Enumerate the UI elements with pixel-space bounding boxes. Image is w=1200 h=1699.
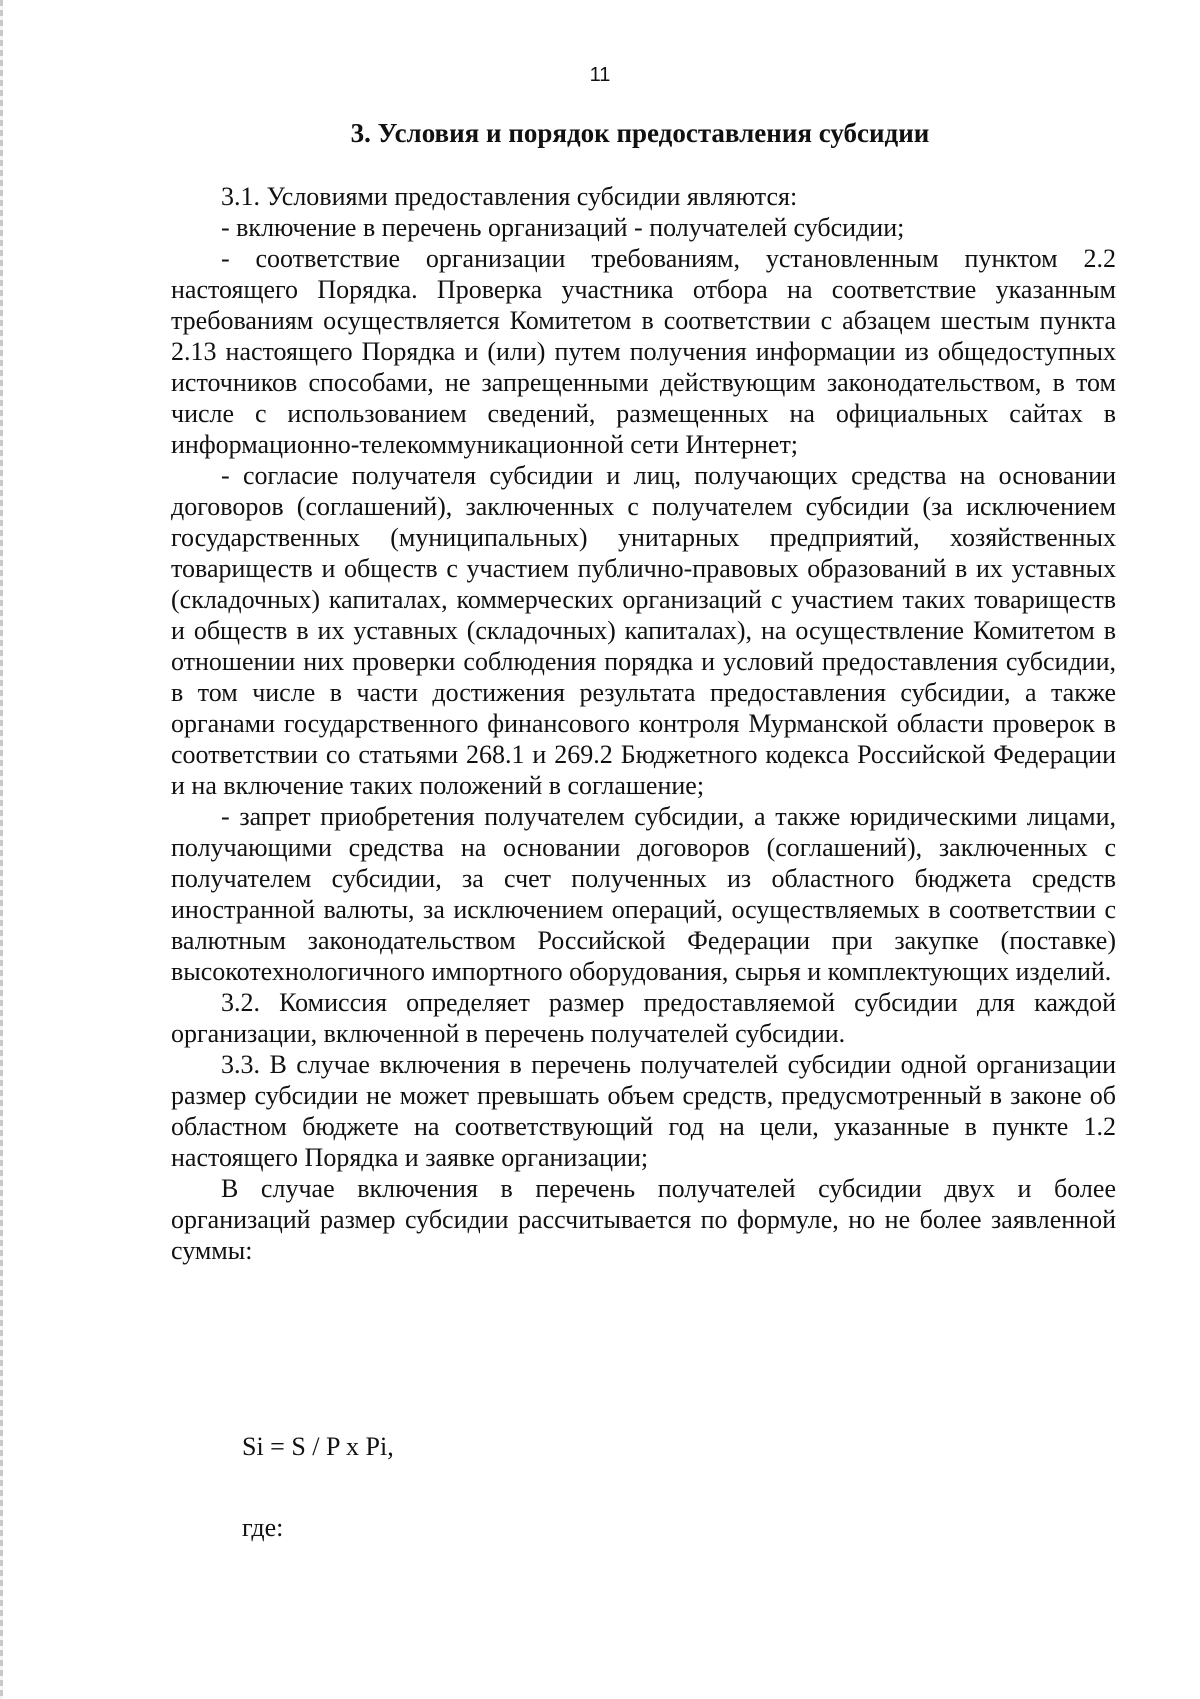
document-body [171,181,1116,1266]
paragraph-3-2: 3.2. Комиссия определяет размер предоставляемой субсидии для каждой организации, включенной в перечень получателей субсидии. [171,988,1116,1048]
section-title: 3. Условия и порядок предоставления субсидии [350,118,930,148]
paragraph-3-1: 3.1. Условиями предоставления субсидии являются: [221,182,798,211]
scan-edge-artifact [0,0,3,1699]
condition-currency-ban: - запрет приобретения получателем субсидии, а также юридическими лицами, получающими средства на основании договоров (соглашений), заключенных с получателем субсидии, за счет полученных из областного бюджета средств иностранной валюты, за исключением операций, осуществляемых в соответствии с валютным законодательством Российской Федерации при закупке (поставке) высокотехнологичного импортного оборудования, сырья и комплектующих изделий. [171,802,1116,986]
paragraph-3-3: 3.3. В случае включения в перечень получателей субсидии одной организации размер субсидии не может превышать объем средств, предусмотренный в законе об областном бюджете на соответствующий год на цели, указанные в пункте 1.2 настоящего Порядка и заявке организации; [171,1050,1116,1172]
condition-requirements: - соответствие организации требованиям, установленным пунктом 2.2 настоящего Порядка. Проверка участника отбора на соответствие указанным требованиям осуществляется Комитетом в соответствии с абзацем шестым пункта 2.13 настоящего Порядка и (или) путем получения информации из общедоступных источников способами, не запрещенными действующим законодательством, в том числе с использованием сведений, размещенных на официальных сайтах в информационно-телекоммуникационной сети Интернет; [171,244,1116,459]
subsidy-formula: Si = S / P x Pi, [242,1432,394,1461]
where-label: где: [242,1513,284,1542]
page-number: 11 [589,64,611,86]
condition-inclusion: - включение в перечень организаций - получателей субсидии; [221,213,905,242]
condition-consent: - согласие получателя субсидии и лиц, получающих средства на основании договоров (соглашений), заключенных с получателем субсидии (за исключением государственных (муниципальных) унитарных предприятий, хозяйственных товариществ и обществ с участием публично-правовых образований в их уставных (складочных) капиталах, коммерческих организаций с участием таких товариществ и обществ в их уставных (складочных) капиталах), на осуществление Комитетом в отношении них проверки соблюдения порядка и условий предоставления субсидии, в том числе в части достижения результата предоставления субсидии, а также органами государственного финансового контроля Мурманской области проверок в соответствии со статьями 268.1 и 269.2 Бюджетного кодекса Российской Федерации и на включение таких положений в соглашение; [171,461,1116,800]
paragraph-multiple-recipients: В случае включения в перечень получателей субсидии двух и более организаций размер субсидии рассчитывается по формуле, но не более заявленной суммы: [171,1174,1116,1265]
